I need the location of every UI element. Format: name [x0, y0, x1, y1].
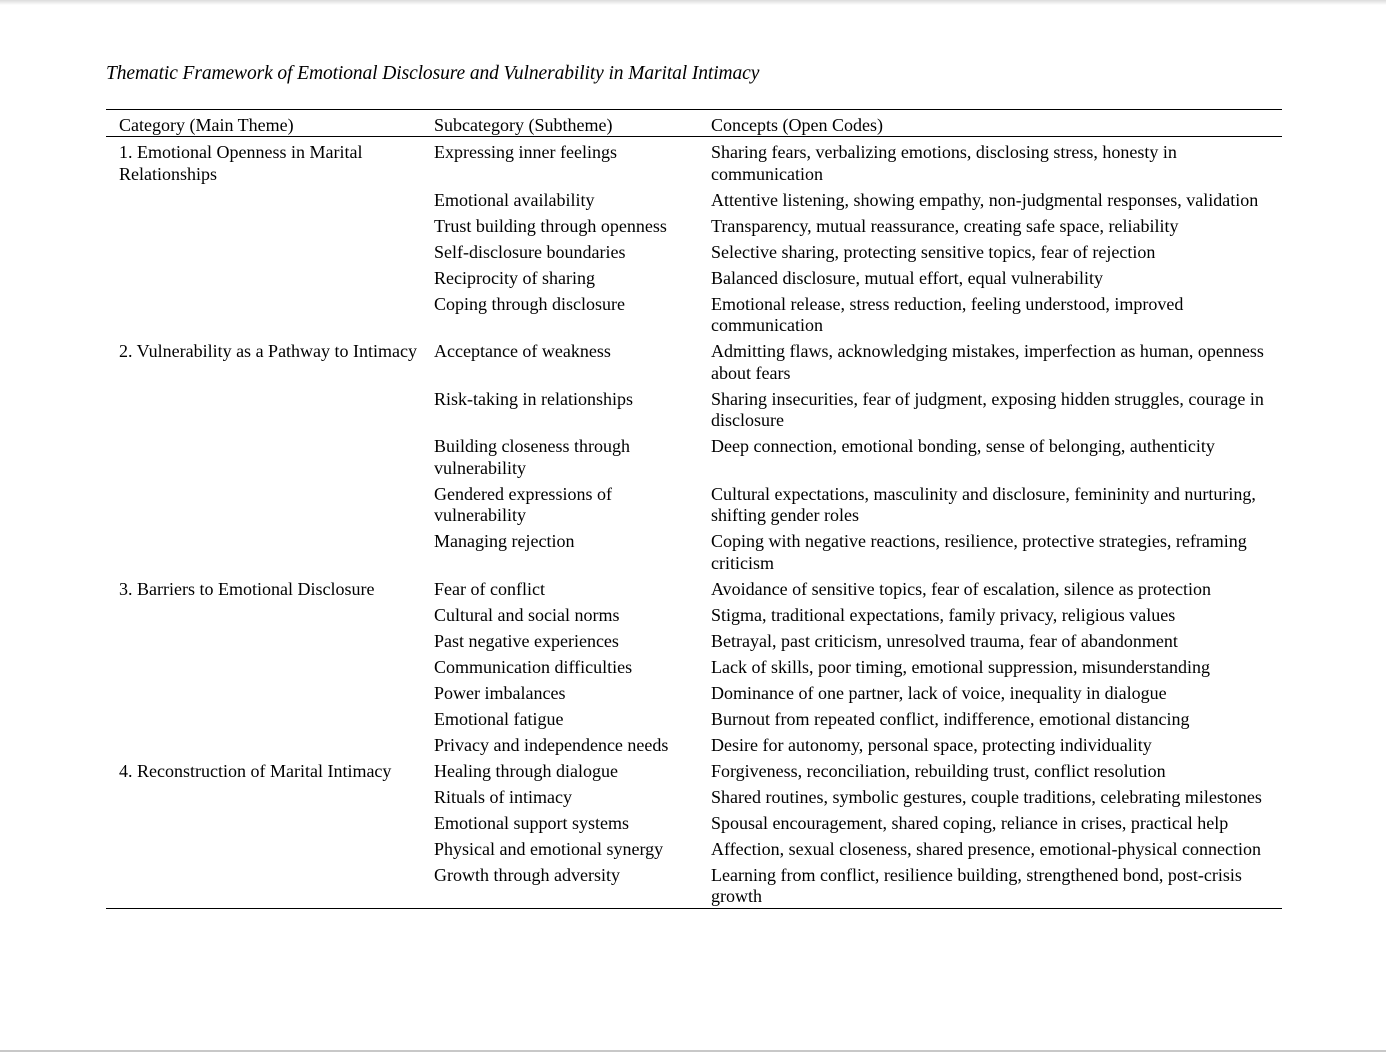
- subcategory-cell: Trust building through openness: [434, 215, 667, 236]
- table-row: [106, 653, 1282, 679]
- table-row: [106, 731, 1282, 757]
- category-cell: [106, 601, 421, 627]
- subcategory-cell: Managing rejection: [434, 531, 575, 551]
- category-cell: [106, 527, 421, 575]
- concepts-cell: Affection, sexual closeness, shared presence, emotional-physical connection: [711, 838, 1261, 859]
- thematic-framework-table: [106, 109, 1282, 909]
- category-cell: [106, 480, 421, 528]
- concepts-cell: Sharing insecurities, fear of judgment, exposing hidden struggles, courage in disclosure: [711, 388, 1264, 430]
- document-page: [106, 60, 1282, 909]
- table-row: [106, 212, 1282, 238]
- table-row: [106, 575, 1282, 601]
- subcategory-cell: Building closeness through vulnerability: [434, 436, 630, 478]
- concepts-cell: Sharing fears, verbalizing emotions, disclosing stress, honesty in communication: [711, 142, 1177, 184]
- table-row: [106, 137, 1282, 186]
- concepts-cell: Emotional release, stress reduction, feeling understood, improved communication: [711, 293, 1184, 335]
- table-row: [106, 527, 1282, 575]
- category-cell: [106, 212, 421, 238]
- subcategory-cell: Physical and emotional synergy: [434, 838, 664, 859]
- subcategory-cell: Emotional support systems: [434, 812, 629, 833]
- table-body: [106, 137, 1282, 909]
- category-cell: [106, 432, 421, 480]
- subcategory-cell: Power imbalances: [434, 682, 566, 703]
- concepts-cell: Coping with negative reactions, resilience, protective strategies, reframing criticism: [711, 531, 1247, 573]
- concepts-cell: Shared routines, symbolic gestures, couple traditions, celebrating milestones: [711, 786, 1262, 807]
- table-row: [106, 480, 1282, 528]
- category-cell: 2. Vulnerability as a Pathway to Intimacy: [119, 341, 418, 361]
- category-cell: [106, 238, 421, 264]
- table-row: [106, 783, 1282, 809]
- table-row: [106, 679, 1282, 705]
- table-row: [106, 432, 1282, 480]
- category-cell: [106, 809, 421, 835]
- concepts-cell: Avoidance of sensitive topics, fear of escalation, silence as protection: [711, 578, 1211, 599]
- subcategory-cell: Fear of conflict: [434, 578, 545, 599]
- category-cell: [106, 627, 421, 653]
- concepts-cell: Burnout from repeated conflict, indifference, emotional distancing: [711, 708, 1190, 729]
- table-row: [106, 337, 1282, 385]
- concepts-cell: Lack of skills, poor timing, emotional suppression, misunderstanding: [711, 656, 1210, 677]
- subcategory-cell: Self-disclosure boundaries: [434, 241, 626, 262]
- category-cell: [106, 731, 421, 757]
- subcategory-cell: Past negative experiences: [434, 630, 619, 651]
- concepts-cell: Admitting flaws, acknowledging mistakes, imperfection as human, openness about fears: [711, 341, 1264, 383]
- subcategory-cell: Growth through adversity: [434, 864, 620, 885]
- subcategory-cell: Risk-taking in relationships: [434, 388, 633, 409]
- category-cell: [106, 186, 421, 212]
- concepts-cell: Spousal encouragement, shared coping, reliance in crises, practical help: [711, 812, 1229, 833]
- table-row: [106, 186, 1282, 212]
- category-cell: [106, 290, 421, 338]
- concepts-cell: Dominance of one partner, lack of voice, inequality in dialogue: [711, 682, 1167, 703]
- table-row: [106, 264, 1282, 290]
- subcategory-cell: Communication difficulties: [434, 656, 633, 677]
- concepts-cell: Betrayal, past criticism, unresolved trauma, fear of abandonment: [711, 630, 1178, 651]
- subcategory-cell: Expressing inner feelings: [434, 142, 617, 162]
- subcategory-cell: Emotional availability: [434, 189, 595, 210]
- subcategory-cell: Acceptance of weakness: [434, 341, 611, 361]
- header-subcategory: Subcategory (Subtheme): [421, 110, 698, 137]
- table-row: [106, 238, 1282, 264]
- concepts-cell: Forgiveness, reconciliation, rebuilding trust, conflict resolution: [711, 760, 1166, 781]
- subcategory-cell: Rituals of intimacy: [434, 786, 572, 807]
- category-cell: [106, 861, 421, 909]
- table-row: [106, 601, 1282, 627]
- category-cell: [106, 385, 421, 433]
- table-row: [106, 809, 1282, 835]
- category-cell: 1. Emotional Openness in Marital Relationships: [119, 142, 363, 184]
- category-cell: [106, 679, 421, 705]
- category-cell: [106, 653, 421, 679]
- viewer-top-edge: [0, 0, 1386, 5]
- header-concepts: Concepts (Open Codes): [698, 110, 1282, 137]
- category-cell: [106, 835, 421, 861]
- category-cell: [106, 783, 421, 809]
- concepts-cell: Attentive listening, showing empathy, non-judgmental responses, validation: [711, 189, 1259, 210]
- subcategory-cell: Gendered expressions of vulnerability: [434, 483, 612, 525]
- subcategory-cell: Cultural and social norms: [434, 604, 620, 625]
- concepts-cell: Desire for autonomy, personal space, protecting individuality: [711, 734, 1152, 755]
- table-row: [106, 757, 1282, 783]
- header-row: [106, 110, 1282, 137]
- concepts-cell: Balanced disclosure, mutual effort, equal vulnerability: [711, 267, 1104, 288]
- category-cell: 3. Barriers to Emotional Disclosure: [119, 578, 375, 599]
- table-row: [106, 290, 1282, 338]
- category-cell: 4. Reconstruction of Marital Intimacy: [119, 760, 392, 781]
- concepts-cell: Selective sharing, protecting sensitive topics, fear of rejection: [711, 241, 1156, 262]
- concepts-cell: Learning from conflict, resilience building, strengthened bond, post-crisis growth: [711, 864, 1242, 906]
- subcategory-cell: Healing through dialogue: [434, 760, 618, 781]
- table-row: [106, 385, 1282, 433]
- table-header: [106, 110, 1282, 137]
- category-cell: [106, 705, 421, 731]
- table-row: [106, 705, 1282, 731]
- subcategory-cell: Reciprocity of sharing: [434, 267, 595, 288]
- concepts-cell: Stigma, traditional expectations, family privacy, religious values: [711, 604, 1176, 625]
- header-category: Category (Main Theme): [106, 110, 421, 137]
- table-caption: Thematic Framework of Emotional Disclosure and Vulnerability in Marital Intimacy: [106, 63, 760, 84]
- subcategory-cell: Emotional fatigue: [434, 708, 564, 729]
- table-row: [106, 627, 1282, 653]
- subcategory-cell: Privacy and independence needs: [434, 734, 669, 755]
- table-row: [106, 861, 1282, 909]
- concepts-cell: Deep connection, emotional bonding, sense of belonging, authenticity: [711, 436, 1215, 456]
- subcategory-cell: Coping through disclosure: [434, 293, 625, 314]
- concepts-cell: Transparency, mutual reassurance, creating safe space, reliability: [711, 215, 1179, 236]
- category-cell: [106, 264, 421, 290]
- table-row: [106, 835, 1282, 861]
- concepts-cell: Cultural expectations, masculinity and disclosure, femininity and nurturing, shifting gender roles: [711, 483, 1256, 525]
